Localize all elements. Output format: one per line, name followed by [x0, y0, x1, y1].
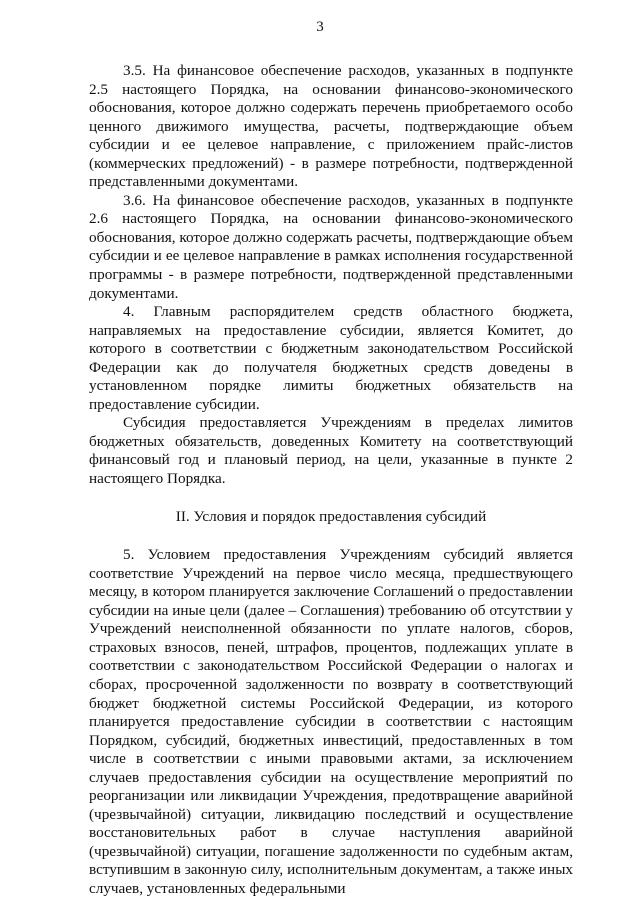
- paragraph-3-6: 3.6. На финансовое обеспечение расходов, указанных в подпункте 2.6 настоящего Порядка, на основании финансово-экономического обоснования, которое должно содержать расчеты, подтверждающие объем субсидии и ее целевое направление в рамках исполнения государственной программы - в размере потребности, подтвержденной представленными документами.: [89, 191, 573, 302]
- document-body: [89, 62, 573, 899]
- paragraph-3-5: 3.5. На финансовое обеспечение расходов, указанных в подпункте 2.5 настоящего Порядка, на основании финансово-экономического обоснования, которое должно содержать перечень приобретаемого особо ценного движимого имущества, расчеты, подтверждающие объем субсидии и ее целевое направление, с приложением прайс-листов (коммерческих предложений) - в размере потребности, подтвержденной представленными документами.: [89, 62, 573, 191]
- section-heading: II. Условия и порядок предоставления субсидий: [175, 507, 487, 525]
- paragraph-4: 4. Главным распорядителем средств областного бюджета, направляемых на предоставление субсидии, является Комитет, до которого в соответствии с бюджетным законодательством Российской Федерации как до получателя бюджетных средств доведены в установленном порядке лимиты бюджетных обязательств на предоставление субсидии.: [89, 303, 573, 413]
- paragraph-subsidy-limits: Субсидия предоставляется Учреждениям в пределах лимитов бюджетных обязательств, доведенных Комитету на соответствующий финансовый год и плановый период, на цели, указанные в пункте 2 настоящего Порядка.: [89, 414, 573, 488]
- paragraph-5: 5. Условием предоставления Учреждениям субсидий является соответствие Учреждений на первое число месяца, предшествующего месяцу, в котором планируется заключение Соглашений о предоставлении субсидии на иные цели (далее – Соглашения) требованию об отсутствии у Учреждений неисполненной обязанности по уплате налогов, сборов, страховых взносов, пеней, штрафов, процентов, подлежащих уплате в соответствии с законодательством Российской Федерации о налогах и сборах, просроченной задолженности по возврату в соответствующий бюджет бюджетной системы Российской Федерации, из которого планируется предоставление субсидии в соответствии с настоящим Порядком, субсидий, бюджетных инвестиций, предоставленных в том числе в соответствии с иными правовыми актами, за исключением случаев предоставления субсидии на осуществление мероприятий по реорганизации или ликвидации Учреждения, предотвращение аварийной (чрезвычайной) ситуации, ликвидацию последствий и осуществление восстановительных работ в случае наступления аварийной (чрезвычайной) ситуации, погашение задолженности по судебным актам, вступившим в законную силу, исполнительным документам, а также иных случаев, установленных федеральными: [89, 546, 573, 897]
- page-number: 3: [316, 19, 324, 35]
